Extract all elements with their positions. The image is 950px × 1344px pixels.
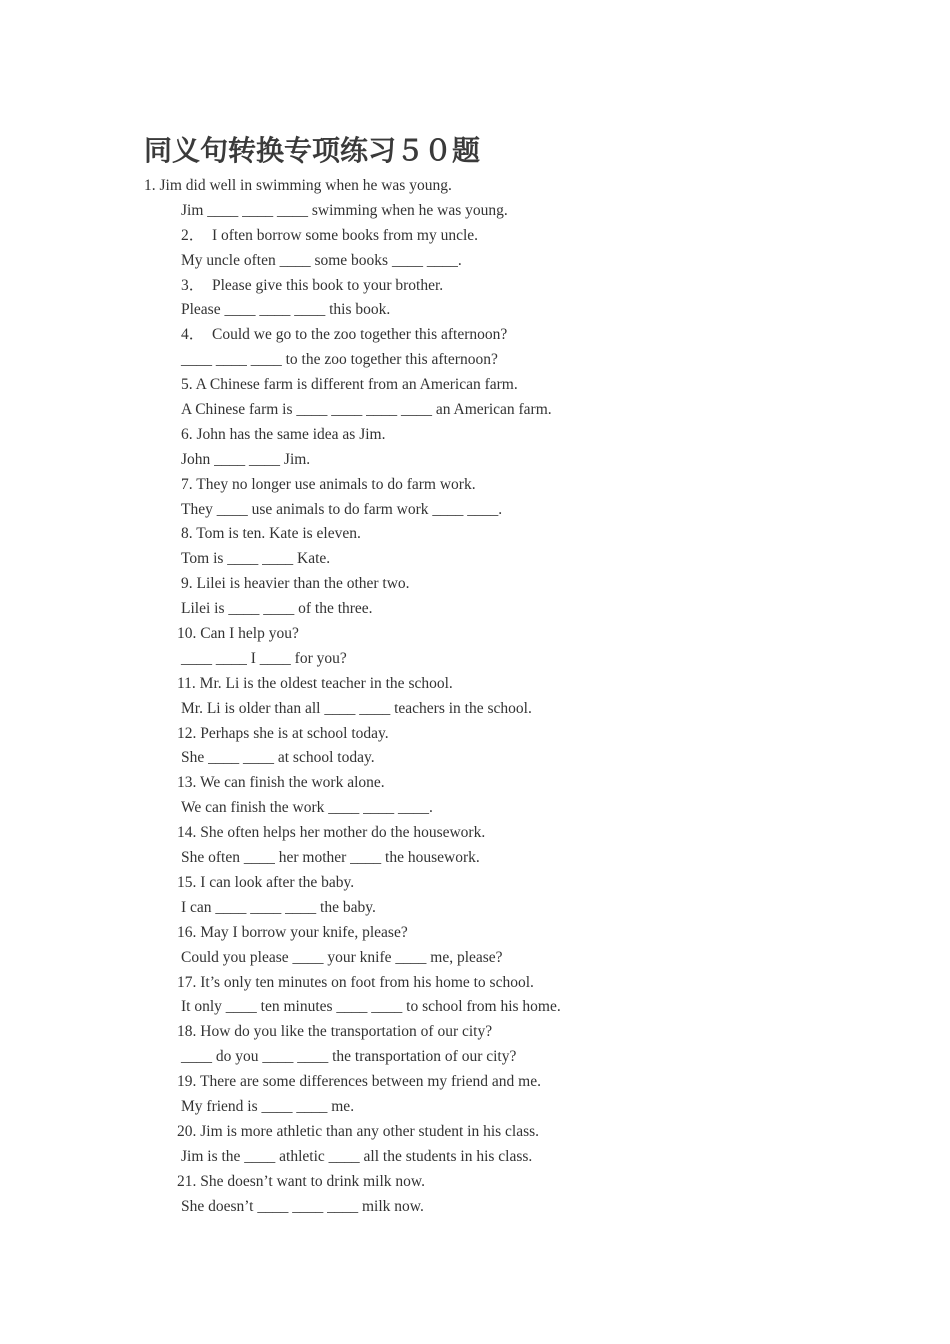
answer-line: She often ____ her mother ____ the housework. [181, 849, 480, 867]
question-line: 10. Can I help you? [177, 625, 299, 643]
answer-line: Mr. Li is older than all ____ ____ teachers in the school. [181, 699, 532, 717]
answer-line: ____ ____ ____ to the zoo together this afternoon? [181, 351, 498, 369]
answer-line: I can ____ ____ ____ the baby. [181, 898, 376, 916]
answer-line: Jim is the ____ athletic ____ all the students in his class. [181, 1147, 533, 1165]
question-line: 11. Mr. Li is the oldest teacher in the school. [177, 674, 453, 692]
question-line: 21. She doesn’t want to drink milk now. [177, 1172, 425, 1190]
question-line: 18. How do you like the transportation of our city? [177, 1023, 493, 1041]
document-title: 同义句转换专项练习５０题 [144, 134, 481, 167]
answer-line: She ____ ____ at school today. [181, 749, 375, 767]
question-line: 19. There are some differences between my friend and me. [177, 1073, 541, 1091]
question-line: 4． Could we go to the zoo together this afternoon? [181, 326, 508, 344]
question-line: 2． I often borrow some books from my uncle. [181, 226, 479, 244]
answer-line: Could you please ____ your knife ____ me, please? [181, 948, 503, 966]
question-line: 9. Lilei is heavier than the other two. [181, 575, 410, 593]
exercise-list [144, 174, 864, 1219]
question-line: 17. It’s only ten minutes on foot from his home to school. [177, 973, 534, 991]
answer-line: John ____ ____ Jim. [181, 450, 311, 468]
question-line: 13. We can finish the work alone. [177, 774, 385, 792]
answer-line: Lilei is ____ ____ of the three. [181, 600, 373, 618]
question-line: 8. Tom is ten. Kate is eleven. [181, 525, 361, 543]
answer-line: Jim ____ ____ ____ swimming when he was young. [181, 201, 508, 219]
answer-line: They ____ use animals to do farm work ____ ____. [181, 500, 503, 518]
question-line: 5. A Chinese farm is different from an American farm. [181, 376, 518, 394]
answer-line: My uncle often ____ some books ____ ____. [181, 251, 462, 269]
answer-line: It only ____ ten minutes ____ ____ to school from his home. [181, 998, 561, 1016]
answer-line: Tom is ____ ____ Kate. [181, 550, 331, 568]
question-line: 7. They no longer use animals to do farm work. [181, 475, 476, 493]
question-line: 14. She often helps her mother do the housework. [177, 824, 486, 842]
answer-line: Please ____ ____ ____ this book. [181, 301, 391, 319]
question-line: 3． Please give this book to your brother. [181, 276, 444, 294]
question-line: 16. May I borrow your knife, please? [177, 923, 408, 941]
question-line: 12. Perhaps she is at school today. [177, 724, 389, 742]
answer-line: ____ do you ____ ____ the transportation of our city? [181, 1048, 517, 1066]
question-line: 15. I can look after the baby. [177, 873, 355, 891]
answer-line: We can finish the work ____ ____ ____. [181, 799, 433, 817]
answer-line: A Chinese farm is ____ ____ ____ ____ an American farm. [181, 401, 552, 419]
question-line: 1. Jim did well in swimming when he was young. [144, 177, 452, 194]
question-line: 6. John has the same idea as Jim. [181, 425, 386, 443]
answer-line: My friend is ____ ____ me. [181, 1097, 355, 1115]
question-line: 20. Jim is more athletic than any other student in his class. [177, 1122, 540, 1140]
answer-line: ____ ____ I ____ for you? [181, 649, 347, 667]
answer-line: She doesn’t ____ ____ ____ milk now. [181, 1197, 424, 1215]
